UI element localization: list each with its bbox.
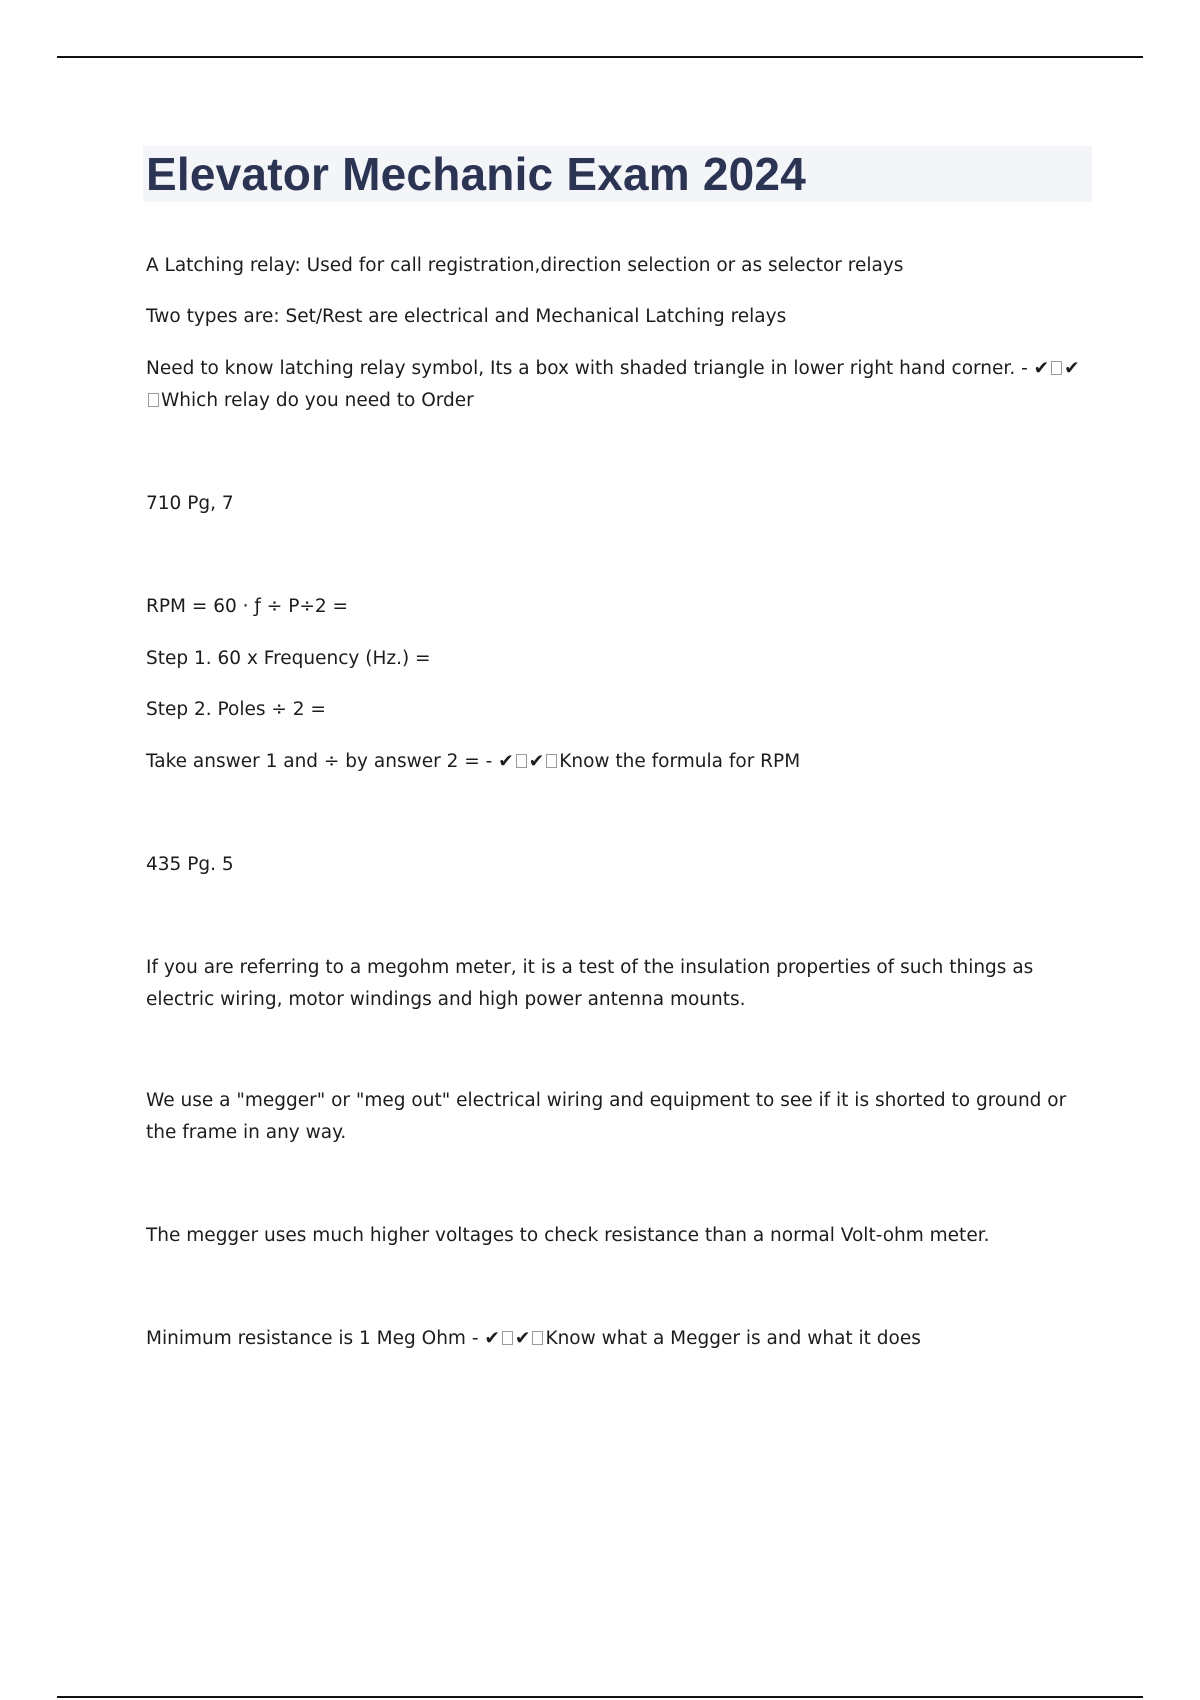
paragraph-step-1: Step 1. 60 x Frequency (Hz.) = (146, 648, 431, 669)
check-icon: ✔ (484, 1328, 500, 1349)
paragraph-rpm-answer (146, 746, 1086, 778)
rpm-answer: Know the formula for RPM (559, 751, 801, 772)
rpm-question: Take answer 1 and ÷ by answer 2 = - (146, 751, 493, 772)
megger-question: Minimum resistance is 1 Meg Ohm - (146, 1328, 479, 1349)
relay-symbol-answer: Which relay do you need to Order (161, 390, 474, 411)
paragraph-page-ref-710: 710 Pg, 7 (146, 493, 234, 514)
bottom-rule (57, 1696, 1143, 1698)
box-glyph-icon (148, 393, 159, 407)
paragraph-page-ref-435: 435 Pg. 5 (146, 854, 234, 875)
box-glyph-icon (546, 754, 557, 768)
paragraph-latching-relay: A Latching relay: Used for call registration,direction selection or as selector relays (146, 255, 904, 276)
paragraph-minimum-resistance (146, 1323, 1086, 1355)
paragraph-megger-use: We use a "megger" or "meg out" electrical wiring and equipment to see if it is shorted to ground or the frame in any way. (146, 1090, 1067, 1143)
check-icon: ✔ (514, 1328, 531, 1349)
paragraph-rpm-formula: RPM = 60 · ƒ ÷ P÷2 = (146, 596, 349, 617)
box-glyph-icon (532, 1331, 543, 1345)
check-icon: ✔ (1033, 358, 1050, 379)
paragraph-step-2: Step 2. Poles ÷ 2 = (146, 699, 326, 720)
paragraph-megohm-meter: If you are referring to a megohm meter, it is a test of the insulation properties of such things as electric wiring, motor windings and high power antenna mounts. (146, 957, 1034, 1010)
megger-answer: Know what a Megger is and what it does (545, 1328, 921, 1349)
relay-symbol-question: Need to know latching relay symbol, Its a box with shaded triangle in lower right hand corner. - (146, 358, 1028, 379)
top-rule (57, 56, 1143, 58)
paragraph-two-types: Two types are: Set/Rest are electrical and Mechanical Latching relays (146, 306, 787, 327)
check-icon: ✔ (528, 751, 545, 772)
check-icon: ✔ (498, 751, 514, 772)
box-glyph-icon (516, 754, 527, 768)
paragraph-relay-symbol (146, 353, 1086, 417)
page-title: Elevator Mechanic Exam 2024 (146, 148, 806, 200)
box-glyph-icon (502, 1331, 513, 1345)
box-glyph-icon (1051, 361, 1062, 375)
check-icon: ✔ (1064, 358, 1080, 379)
paragraph-megger-voltage: The megger uses much higher voltages to check resistance than a normal Volt-ohm meter. (146, 1225, 990, 1246)
